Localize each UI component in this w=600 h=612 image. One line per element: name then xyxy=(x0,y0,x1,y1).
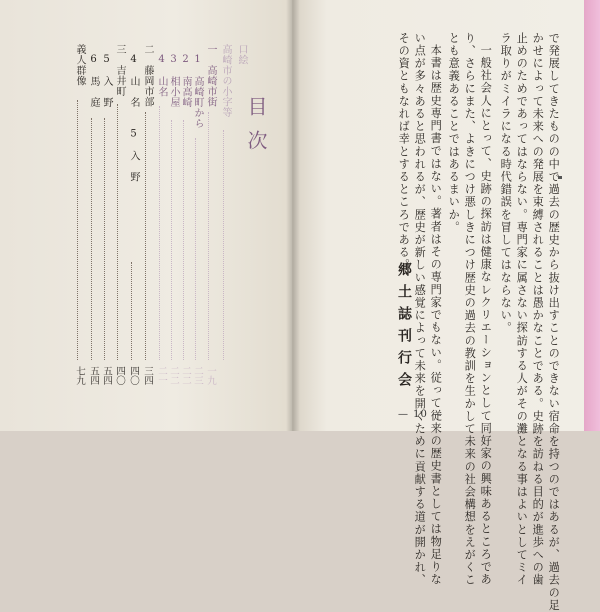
preface-line-10: その資ともなれば幸とするところである。 xyxy=(397,32,411,272)
toc-page-number: 四〇 xyxy=(128,366,139,385)
toc-dots xyxy=(183,120,184,360)
toc-page-number: 二三 xyxy=(192,366,203,385)
toc-dots xyxy=(131,262,132,360)
preface-line-3: 止めのためであってはならない。専門家に属さない探訪する人がその灘となる事はよいとしてミイ xyxy=(515,32,529,587)
toc-item-2: 2 南高崎 xyxy=(180,54,191,108)
toc-dots xyxy=(145,112,146,360)
toc-item-frontispiece: 口絵 xyxy=(236,44,247,65)
toc-page-number: 三四 xyxy=(142,366,153,385)
toc-item-5: 5 入 野 xyxy=(101,54,112,108)
toc-dots xyxy=(91,118,92,360)
toc-page-number: 七九 xyxy=(74,366,85,385)
preface-line-6: り、さらにまた、よきにつけ悪しきにつけ歴史の過去の教訓を生かして未来の社会構想をえがくこ xyxy=(463,32,477,587)
preface-line-8: 本書は歴史専門書ではない。著者はその専門家でもない。従って従来の歴史書としては物足りな xyxy=(429,44,443,586)
toc-item-4-5: 4 山 名 5 入 野 xyxy=(128,54,139,182)
toc-item-1: 1 高崎町から xyxy=(192,54,203,129)
book-gutter xyxy=(286,0,300,431)
toc-item-6: 6 馬 庭 xyxy=(88,54,99,108)
toc-page-number: 五四 xyxy=(101,366,112,385)
toc-page-number: 二一 xyxy=(156,366,167,385)
toc-page-number: 五四 xyxy=(88,366,99,385)
toc-page-number: 四〇 xyxy=(114,366,125,385)
toc-item-section-3: 三 吉井町 xyxy=(114,44,125,97)
preface-line-1: で発展してきたものの中で過去の歴史から抜け出すことのできない宿命を持つのではあるが、過去の足 xyxy=(547,32,561,612)
toc-page-number: 二二 xyxy=(180,366,191,385)
toc-dots xyxy=(223,130,224,360)
page-number: — 10 — xyxy=(398,409,444,420)
toc-dots xyxy=(208,112,209,360)
publisher-name: 郷土誌刊行会 xyxy=(396,262,412,394)
toc-item-4: 4 山名 xyxy=(156,54,167,97)
toc-dots xyxy=(171,120,172,360)
preface-line-5: 一般社会人にとって、史跡の探訪は健康なレクリエーションとして同好家の興味あるところであ xyxy=(479,44,493,586)
page-edge-strip xyxy=(584,0,600,431)
preface-line-4: ラ取りがミイラになる時代錯誤を冒してはならない。 xyxy=(499,32,513,335)
toc-item-3: 3 相小屋 xyxy=(168,54,179,108)
toc-dots xyxy=(77,100,78,360)
toc-page-number: 一九 xyxy=(205,366,216,385)
toc-page-number: 二二 xyxy=(168,366,179,385)
preface-line-9: い点が多々あると思われるが、歴史が新しい感覚によって未来を開くために貢献する道が開かれ、 xyxy=(413,32,427,587)
toc-title: 目次 xyxy=(244,96,268,164)
toc-dots xyxy=(117,104,118,360)
toc-dots xyxy=(159,106,160,360)
toc-item-gijin: 義人群像 xyxy=(74,44,85,86)
toc-item-section-1: 一 高崎市街 xyxy=(205,44,216,107)
toc-item-section-2: 二 藤岡市部 xyxy=(142,44,153,107)
toc-dots xyxy=(195,138,196,360)
toc-dots xyxy=(104,118,105,360)
preface-line-2: かせによって未来への発展を束縛されることは愚かなことである。史跡を訪ねる目的が進歩への歯 xyxy=(531,32,545,587)
preface-line-7: とも意義あることではあるまいか。 xyxy=(447,32,461,234)
toc-item-koaza: 高崎市の小字等 xyxy=(220,44,231,118)
